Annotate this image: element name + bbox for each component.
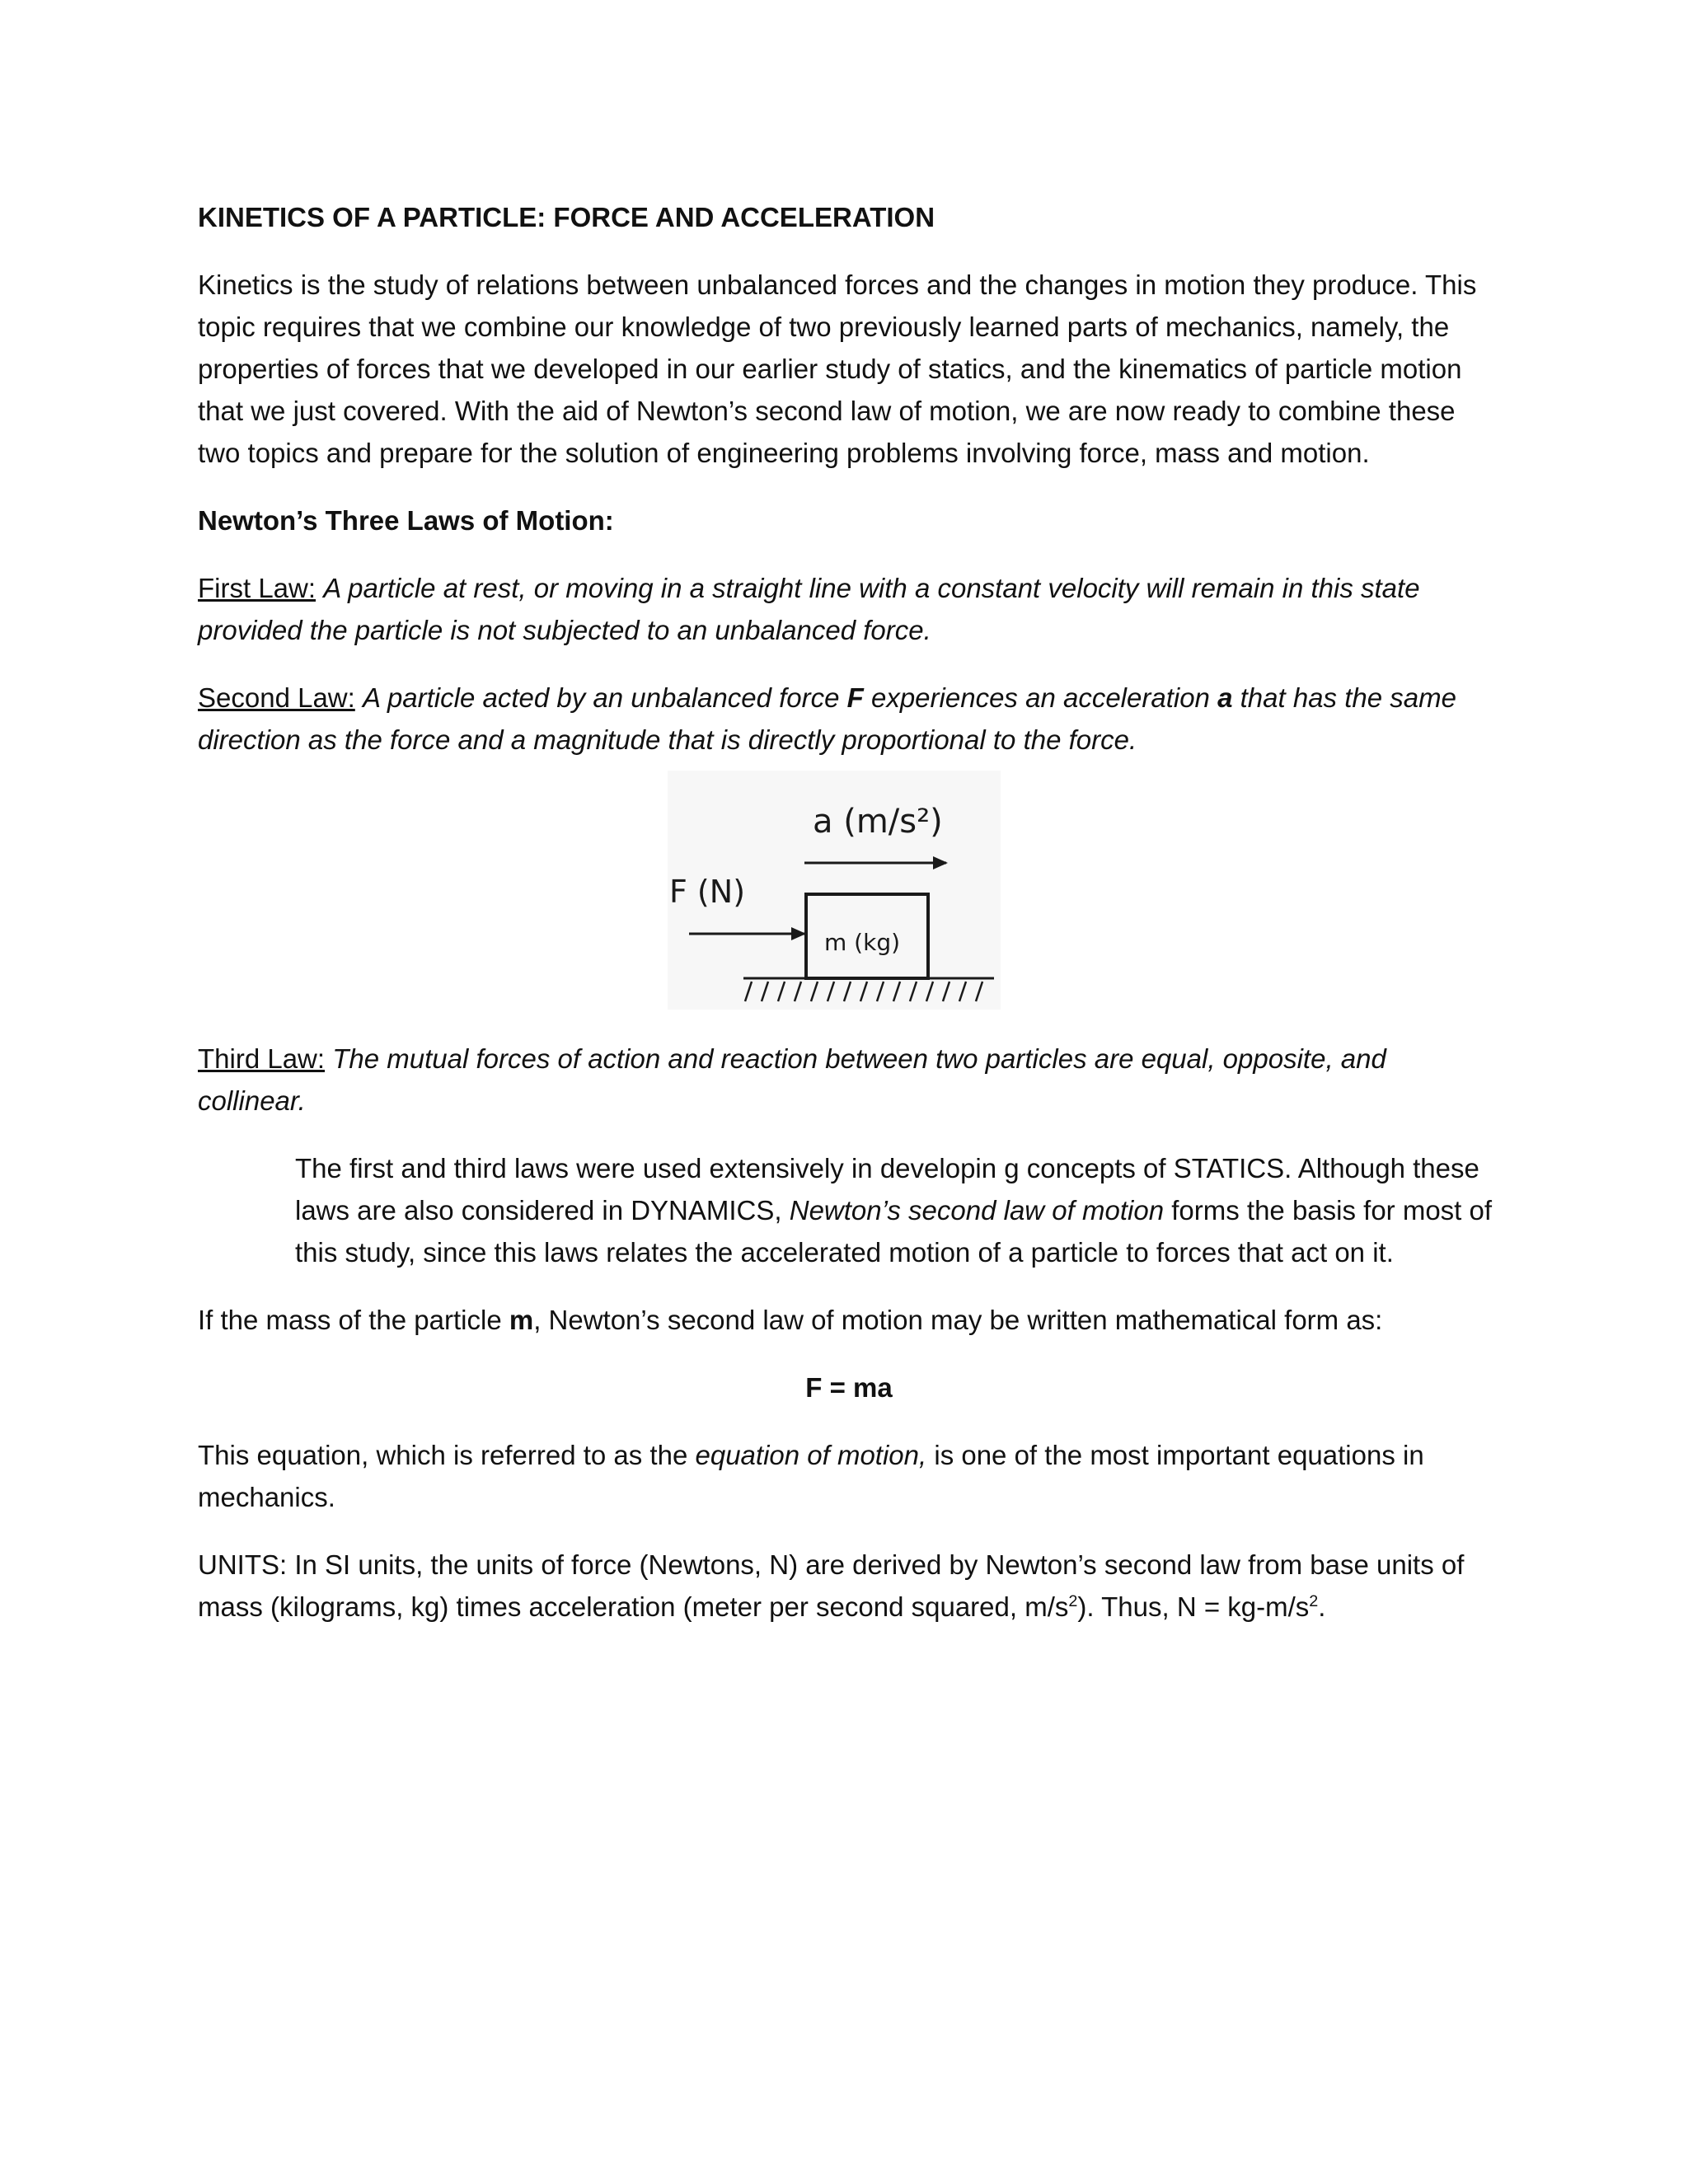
mass-sentence-text-a: If the mass of the particle xyxy=(198,1305,509,1335)
third-law-text: The mutual forces of action and reaction between two particles are equal, opposite, and collinear. xyxy=(198,1043,1386,1116)
acceleration-symbol: a xyxy=(1217,682,1233,713)
force-label: F (N) xyxy=(669,874,746,910)
second-law-label: Second Law: xyxy=(198,682,355,713)
first-law-paragraph xyxy=(198,567,1500,651)
mass-symbol: m xyxy=(509,1305,534,1335)
second-law-text-a: A particle acted by an unbalanced force xyxy=(362,682,847,713)
second-law-paragraph xyxy=(198,677,1500,761)
mass-label: m (kg) xyxy=(824,929,901,956)
acceleration-label: a (m/s²) xyxy=(813,803,943,841)
equation-sentence-emphasis: equation of motion, xyxy=(695,1440,927,1470)
first-law-text: A particle at rest, or moving in a straight line with a constant velocity will remain in this state provided the particle is not subjected to an unbalanced force. xyxy=(198,573,1420,645)
force-block-diagram xyxy=(668,771,1001,1010)
units-text-b: ). Thus, N = kg-m/s xyxy=(1077,1591,1310,1622)
laws-heading: Newton’s Three Laws of Motion: xyxy=(198,505,614,536)
units-text-a: UNITS: In SI units, the units of force (Newtons, N) are derived by Newton’s second law from base units of mass (kilograms, kg) times acceleration (meter per second squared, m/s xyxy=(198,1549,1465,1622)
third-law-paragraph xyxy=(198,1038,1500,1122)
equation-sentence-text-a: This equation, which is referred to as the xyxy=(198,1440,696,1470)
equation-sentence xyxy=(198,1434,1500,1518)
intro-paragraph: Kinetics is the study of relations between unbalanced forces and the changes in motion they produce. This topic requires that we combine our knowledge of two previously learned parts of mechanics, namely, the properties of forces that we developed in our earlier study of statics, and the kinematics of particle motion that we just covered. With the aid of Newton’s second law of motion, we are now ready to combine these two topics and prepare for the solution of engineering problems involving force, mass and motion. xyxy=(198,269,1477,468)
note-paragraph xyxy=(295,1147,1500,1273)
equation-sentence-text-b: is one of the most important equations in mechanics. xyxy=(198,1440,1424,1512)
units-text-c: . xyxy=(1318,1591,1326,1622)
note-emphasis: Newton’s second law of motion xyxy=(789,1195,1165,1226)
document-page xyxy=(198,196,1500,1653)
note-text-a: The first and third laws were used extensively in developin g concepts of STATICS. Although these laws are also considered in DYNAMICS, xyxy=(295,1153,1479,1226)
equation-of-motion: F = ma xyxy=(805,1372,893,1403)
mass-sentence xyxy=(198,1299,1500,1341)
second-law-text-c: that has the same direction as the force and a magnitude that is directly proportional to the force. xyxy=(198,682,1456,755)
units-paragraph xyxy=(198,1544,1500,1628)
note-text-b: forms the basis for most of this study, since this laws relates the accelerated motion of a particle to forces that act on it. xyxy=(295,1195,1493,1268)
force-symbol: F xyxy=(846,682,864,713)
third-law-label: Third Law: xyxy=(198,1043,326,1074)
first-law-label: First Law: xyxy=(198,573,316,603)
mass-sentence-text-b: , Newton’s second law of motion may be written mathematical form as: xyxy=(533,1305,1383,1335)
second-law-text-b: experiences an acceleration xyxy=(863,682,1218,713)
page-title: KINETICS OF A PARTICLE: FORCE AND ACCELERATION xyxy=(198,202,935,232)
units-superscript-a: 2 xyxy=(1068,1592,1078,1610)
units-superscript-b: 2 xyxy=(1309,1592,1319,1610)
